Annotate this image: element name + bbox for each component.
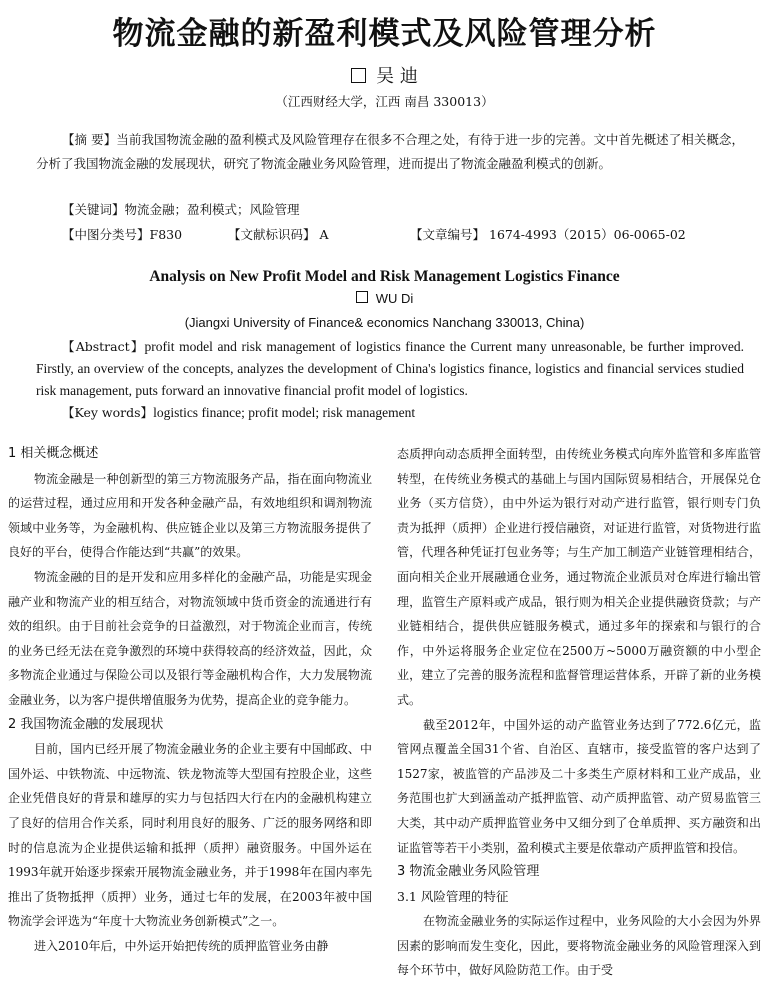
subsection-heading-3-1: 3.1 风险管理的特征 [397, 888, 509, 904]
english-title: Analysis on New Profit Model and Risk Management Logistics Finance [149, 268, 620, 285]
author [0, 62, 769, 88]
abstract-en-text: profit model and risk management of logistics finance the Current many unreasonable, be further improved. Firstly, an overview of the concepts, analyzes the development of China's logistics finance, logistics and financial services studied risk management, puts forward an innovative financial profit model of logistics. [36, 339, 744, 398]
keywords-text: 物流金融；盈利模式；风险管理 [124, 202, 300, 217]
paragraph: 截至2012年，中国外运的动产监管业务达到了772.6亿元，监管网点覆盖全国31个省、自治区、直辖市，接受监管的客户达到了1527家，被监管的产品涉及二十多类生产原材料和工业产成品，业务范围也扩大到涵盖动产抵押监管、动产质押监管、动产贸易监管三大类，其中动产质押监管业务中又细分到了仓单质押、买方融资和出证监管等若干小类别，盈利模式主要是依靠动产质押监管和投信。 [397, 717, 761, 855]
body-left-column [8, 442, 372, 958]
abstract-en-label: 【Abstract】 [62, 339, 145, 354]
paragraph: 态质押向动态质押全面转型，由传统业务模式向库外监管和多库监管转型，在传统业务模式的基础上与国内国际贸易相结合，开展保兑仓业务（买方信贷），由中外运为银行对动产进行监管，银行则专门负责为抵押（质押）企业进行授信融资，对证进行监管，对货物进行监管，代理各种凭证打包业务等；与生产加工制造产业链管理相结合，面向相关企业开展融通仓业务，通过物流企业派员对仓库进行输出管理，监管生产原料或产成品，银行则为相关企业提供融资贷款；与产业链相结合，提供供应链服务模式，通过多年的探索和与银行的合作，中外运将服务企业定位在2500万~5000万融资额的中小型企业，建立了完善的服务流程和监督管理运营体系，开辟了新的业务模式。 [397, 447, 761, 707]
paragraph: 物流金融是一种创新型的第三方物流服务产品，指在面向物流业的运营过程，通过应用和开发各种金融产品，有效地组织和调剂物流领域中业务等，为金融机构、供应链企业以及第三方物流服务提供了良好的平台，使得合作能达到“共赢”的效果。 [8, 471, 372, 560]
author-box-icon [351, 68, 366, 83]
abstract-label: 【摘 要】 [62, 132, 117, 147]
author-box-icon [356, 291, 368, 303]
keywords-label: 【关键词】 [62, 202, 125, 217]
section-heading-3: 3 物流金融业务风险管理 [397, 864, 540, 880]
paragraph: 在物流金融业务的实际运作过程中，业务风险的大小会因为外界因素的影响而发生变化，因此，要将物流金融业务的风险管理深入到每个环节中，做好风险防范工作。由于受 [397, 914, 761, 978]
paragraph: 物流金融的目的是开发和应用多样化的金融产品，功能是实现金融产业和物流产业的相互结合，对物流领域中货币资金的流通进行有效的组织。由于目前社会竞争的日益激烈，对于物流企业而言，传统的业务已经无法在竞争激烈的环境中获得较高的经济效益，因此，众多物流企业通过与保险公司以及银行等金融机构合作，大力发展物流金融业务，以为客户提供增值服务为优势，提高企业的竞争能力。 [8, 569, 372, 707]
paragraph: 进入2010年后，中外运开始把传统的质押监管业务由静 [34, 938, 329, 953]
section-heading-1: 1 相关概念概述 [8, 446, 99, 461]
paragraph: 目前，国内已经开展了物流金融业务的企业主要有中国邮政、中国外运、中铁物流、中远物流、铁龙物流等大型国有控股企业，这些企业凭借良好的背景和雄厚的实力与包括四大行在内的金融机构建立了良好的信用合作关系，同时利用良好的服务、广泛的服务网络和即时的信息流为企业提供运输和抵押（质押）融资服务。中国外运在1993年就开始逐步探索开展物流金融业务，并于1998年在国内率先推出了货物抵押（质押）业务，通过七年的发展，在2003年被中国物流学会评选为“年度十大物流业务创新模式”之一。 [8, 742, 372, 929]
keywords-en [62, 403, 415, 421]
affiliation: （江西财经大学，江西 南昌 330013） [275, 94, 494, 109]
keywords-en-text: logistics finance; profit model; risk management [153, 405, 416, 420]
abstract-text: 当前我国物流金融的盈利模式及风险管理存在很多不合理之处，有待于进一步的完善。文中首先概述了相关概念，分析了我国物流金融的发展现状，研究了物流金融业务风险管理，进而提出了物流金融盈利模式的创新。 [36, 132, 744, 171]
abstract-en [36, 336, 744, 402]
english-author: WU Di [0, 291, 769, 306]
english-affiliation: (Jiangxi University of Finance& economics Nanchang 330013, China) [184, 315, 585, 330]
keywords-zh [62, 200, 300, 218]
document-code: 【文献标识码】 A [228, 227, 329, 242]
abstract-zh [36, 128, 744, 176]
body-right-column [397, 442, 761, 983]
clc-number: 【中图分类号】F830 [62, 227, 183, 242]
article-number: 【文章编号】 1674-4993（2015）06-0065-02 [410, 227, 686, 242]
section-heading-2: 2 我国物流金融的发展现状 [8, 716, 164, 732]
keywords-en-label: 【Key words】 [62, 405, 154, 420]
paper-title: 物流金融的新盈利模式及风险管理分析 [112, 16, 657, 52]
author-name: 吴 迪 [376, 66, 418, 87]
